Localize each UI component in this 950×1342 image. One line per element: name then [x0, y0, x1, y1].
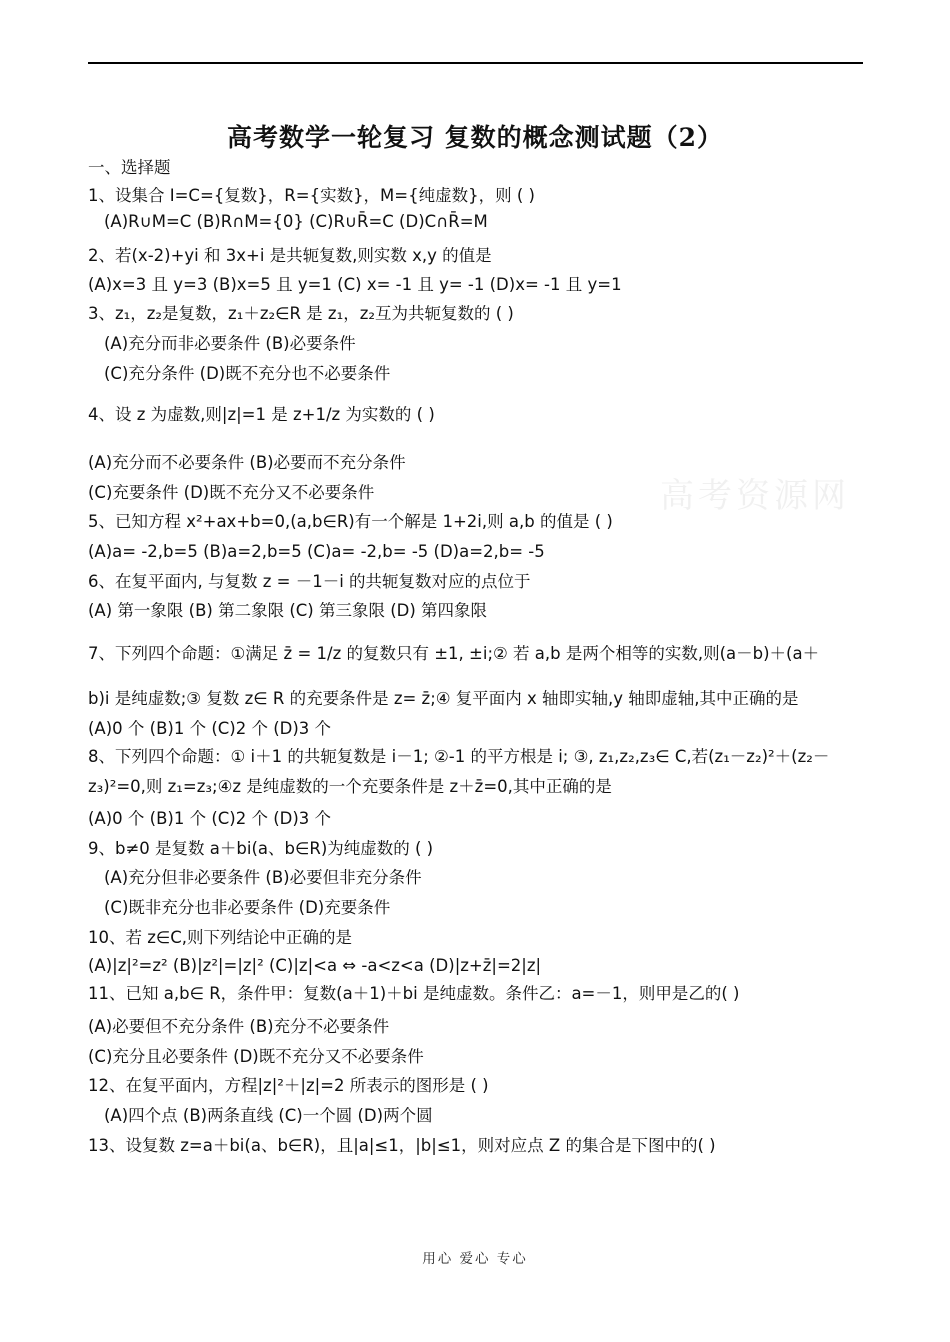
options-3b: (C)充分条件 (D)既不充分也不必要条件: [104, 364, 391, 383]
question-11: 11、已知 a,b∈ R，条件甲：复数(a＋1)＋bi 是纯虚数。条件乙：a=－1，则甲是乙的( ): [88, 984, 740, 1003]
question-4: 4、设 z 为虚数,则|z|=1 是 z+1/z 为实数的 ( ): [88, 405, 435, 424]
question-10: 10、若 z∈C,则下列结论中正确的是: [88, 928, 353, 947]
options-6: (A) 第一象限 (B) 第二象限 (C) 第三象限 (D) 第四象限: [88, 601, 488, 620]
options-4a: (A)充分而不必要条件 (B)必要而不充分条件: [88, 453, 406, 472]
page-title: 高考数学一轮复习 复数的概念测试题（2）: [226, 123, 724, 152]
options-9a: (A)充分但非必要条件 (B)必要但非充分条件: [104, 868, 422, 887]
options-11a: (A)必要但不充分条件 (B)充分不必要条件: [88, 1017, 390, 1036]
question-13: 13、设复数 z=a＋bi(a、b∈R)，且|a|≤1，|b|≤1，则对应点 Z 的集合是下图中的( ): [88, 1136, 716, 1155]
page-footer: 用心 爱心 专心: [422, 1251, 528, 1267]
question-12: 12、在复平面内，方程|z|²＋|z|=2 所表示的图形是 ( ): [88, 1076, 489, 1095]
options-9b: (C)既非充分也非必要条件 (D)充要条件: [104, 898, 391, 917]
options-2: (A)x=3 且 y=3 (B)x=5 且 y=1 (C) x= -1 且 y= -1 (D)x= -1 且 y=1: [88, 275, 622, 294]
options-5: (A)a= -2,b=5 (B)a=2,b=5 (C)a= -2,b= -5 (D)a=2,b= -5: [88, 542, 545, 561]
watermark: 高考资源网: [660, 476, 850, 516]
options-3a: (A)充分而非必要条件 (B)必要条件: [104, 334, 356, 353]
question-8a: 8、下列四个命题：① i＋1 的共轭复数是 i－1; ②-1 的平方根是 i; ③, z₁,z₂,z₃∈ C,若(z₁－z₂)²＋(z₂－: [88, 747, 830, 766]
options-10: (A)|z|²=z² (B)|z²|=|z|² (C)|z|<a ⇔ -a<z<a (D)|z+z̄|=2|z|: [88, 956, 542, 975]
options-8: (A)0 个 (B)1 个 (C)2 个 (D)3 个: [88, 809, 332, 828]
section-heading: 一、选择题: [88, 158, 171, 177]
options-4b: (C)充要条件 (D)既不充分又不必要条件: [88, 483, 375, 502]
question-5: 5、已知方程 x²+ax+b=0,(a,b∈R)有一个解是 1+2i,则 a,b 的值是 ( ): [88, 512, 613, 531]
options-1: (A)R∪M=C (B)R∩M={0} (C)R∪R̄=C (D)C∩R̄=M: [104, 212, 488, 231]
question-8b: z₃)²=0,则 z₁=z₃;④z 是纯虚数的一个充要条件是 z＋z̄=0,其中正确的是: [88, 777, 612, 796]
header-rule: [88, 62, 863, 64]
question-1: 1、设集合 I=C={复数}，R={实数}，M={纯虚数}，则 ( ): [88, 186, 535, 205]
question-7a: 7、下列四个命题：①满足 z̄ = 1/z 的复数只有 ±1, ±i;② 若 a,b 是两个相等的实数,则(a－b)＋(a＋: [88, 644, 820, 663]
question-3: 3、z₁，z₂是复数，z₁＋z₂∈R 是 z₁，z₂互为共轭复数的 ( ): [88, 304, 514, 323]
options-7: (A)0 个 (B)1 个 (C)2 个 (D)3 个: [88, 719, 332, 738]
question-2: 2、若(x-2)+yi 和 3x+i 是共轭复数,则实数 x,y 的值是: [88, 246, 492, 265]
question-7b: b)i 是纯虚数;③ 复数 z∈ R 的充要条件是 z= z̄;④ 复平面内 x 轴即实轴,y 轴即虚轴,其中正确的是: [88, 689, 799, 708]
question-6: 6、在复平面内, 与复数 z = －1－i 的共轭复数对应的点位于: [88, 572, 531, 591]
options-11b: (C)充分且必要条件 (D)既不充分又不必要条件: [88, 1047, 424, 1066]
question-9: 9、b≠0 是复数 a＋bi(a、b∈R)为纯虚数的 ( ): [88, 839, 434, 858]
options-12: (A)四个点 (B)两条直线 (C)一个圆 (D)两个圆: [104, 1106, 433, 1125]
